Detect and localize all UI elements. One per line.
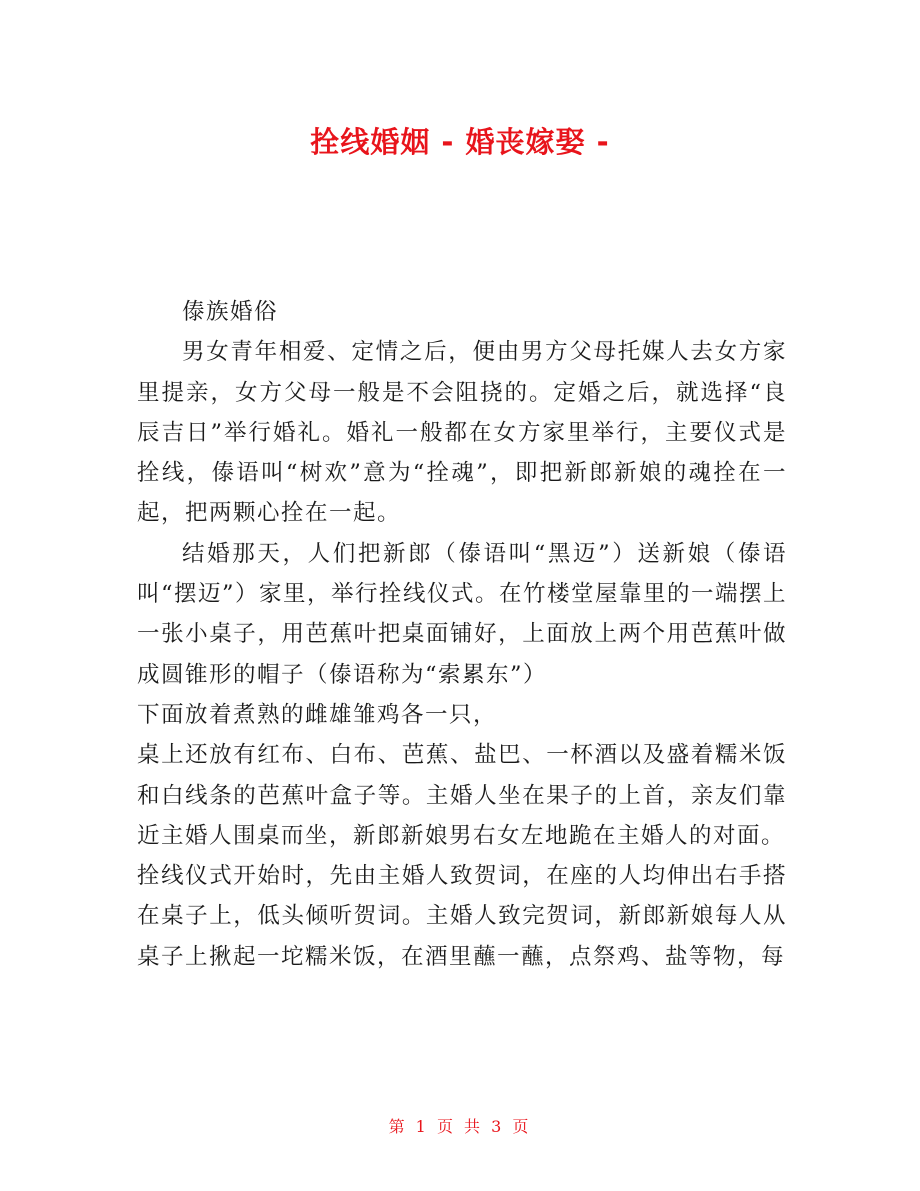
section-heading: 傣族婚俗	[182, 299, 279, 325]
page-number: 第 1 页 共 3 页	[388, 1117, 532, 1136]
paragraph: 结婚那天，人们把新郎（傣语叫“黑迈”）送新娘（傣语叫“摆迈”）家里，举行拴线仪式。在竹楼堂屋靠里的一端摆上一张小桌子，用芭蕉叶把桌面铺好，上面放上两个用芭蕉叶做成圆锥形的帽子（傣语称为“索累东”）	[137, 540, 788, 688]
document-title: 拴线婚姻 - 婚丧嫁娶 -	[310, 125, 610, 159]
paragraph: 男女青年相爱、定情之后，便由男方父母托媒人去女方家里提亲，女方父母一般是不会阻挠的。定婚之后，就选择“良辰吉日”举行婚礼。婚礼一般都在女方家里举行，主要仪式是拴线，傣语叫“树欢”意为“拴魂”，即把新郎新娘的魂拴在一起，把两颗心拴在一起。	[137, 339, 787, 527]
document-body	[137, 292, 787, 977]
text-line: 桌上还放有红布、白布、芭蕉、盐巴、一杯酒以及盛着糯米饭和白线条的芭蕉叶盒子等。主婚人坐在果子的上首，亲友们靠近主婚人围桌而坐，新郎新娘男右女左地跪在主婚人的对面。	[137, 742, 787, 849]
text-line: 拴线仪式开始时，先由主婚人致贺词，在座的人均伸出右手搭在桌子上，低头倾听贺词。主婚人致完贺词，新郎新娘每人从桌子上揪起一坨糯米饭，在酒里蘸一蘸，点祭鸡、盐等物，每	[137, 863, 787, 970]
text-line: 下面放着煮熟的雌雄雏鸡各一只，	[137, 701, 498, 728]
